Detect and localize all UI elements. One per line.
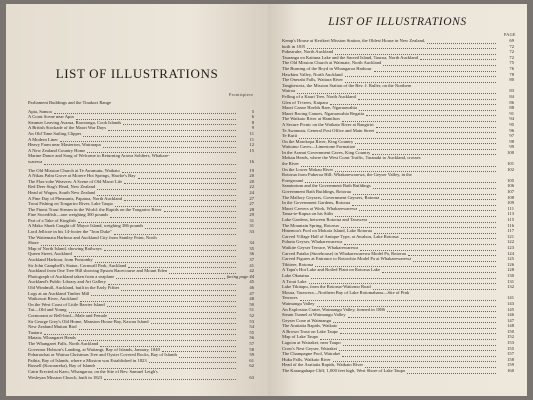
illustration-title: Carved Pataka (Storehouse) in Whakarewarewa Model Pa, Rotorua xyxy=(282,250,406,256)
dot-leader xyxy=(413,258,496,262)
page-number: 29 xyxy=(249,212,254,218)
page-number: 116 xyxy=(507,222,514,228)
dot-leader xyxy=(357,146,496,150)
page-number: 24 xyxy=(249,189,254,195)
illustration-title: Tangiteroria, the Mission Station of the Rev. J. Buller, on the Northern xyxy=(282,82,412,88)
illustration-title: Lord Jellicoe in his 14-footer the "Iron Duke" xyxy=(28,229,112,235)
illustration-title: Trout Fishing on Tongariro River, Lake Taupo xyxy=(28,201,113,207)
illustration-title: Waitomo Caves—Limestone Formation xyxy=(282,144,356,150)
illustration-title: The Flax-robe Weavers: A Scene of Old Maori Life xyxy=(28,178,123,184)
page-number: 111 xyxy=(507,205,514,211)
list-item xyxy=(28,100,254,106)
illustration-title: Crow's Nest Geyser, Wairakei xyxy=(282,345,338,351)
page-number: 54 xyxy=(249,324,254,330)
illustration-title: A Coast Scene near Apia xyxy=(28,114,74,120)
illustration-title: Red Deer Stag's Head, New Zealand xyxy=(28,184,96,190)
dot-leader xyxy=(122,169,236,173)
dot-leader xyxy=(123,121,236,125)
illustration-title: In the Aranui Government Caves, King Country xyxy=(282,149,371,155)
page-number: 131 xyxy=(507,278,514,284)
dot-leader xyxy=(97,186,236,190)
illustration-title: Fine Swordfish—one weighing 300 pounds xyxy=(28,212,109,218)
column-header: PAGE xyxy=(504,32,516,37)
page-number: 51 xyxy=(249,307,254,313)
illustration-title: New Zealand Mutton Bird xyxy=(28,324,77,330)
page-number: 132 xyxy=(507,284,514,290)
illustration-title: Pukearuhe, North Auckland xyxy=(282,49,334,55)
illustration-title: Te Kuiti xyxy=(282,133,298,139)
list-item xyxy=(28,131,254,137)
illustration-title: Tui—Old and Young xyxy=(28,307,67,313)
illustration-title: Government Bath Buildings, Rotorua xyxy=(282,189,351,195)
illustration-title: The Waikato River at Hamilton xyxy=(282,116,340,122)
page-number: 56 xyxy=(249,335,254,341)
dot-leader xyxy=(149,359,236,363)
page-number: 145 xyxy=(507,306,514,312)
illustration-title: Map of Lake Taupo xyxy=(282,334,319,340)
illustration-title: Governor Hobson's Landing, at Waitangi, Bay of Islands, January, 1840 xyxy=(28,346,160,352)
dot-leader xyxy=(164,208,236,212)
page-number: 99 xyxy=(509,144,514,150)
illustration-title: Lake Tikitapu, from the Rotorua-Waitomo Road xyxy=(282,284,371,290)
illustration-title: The Karangahape Cliff, 1,000 feet high, West Shore of Lake Taupo xyxy=(282,368,406,374)
page-number: 33 xyxy=(249,229,254,235)
dot-leader xyxy=(427,40,496,44)
illustration-title: Logs at an Auckland Timber Mill xyxy=(28,290,90,296)
illustration-title: A Nikau Palm Grove at Morere Hot Springs, Hawke's Bay xyxy=(28,173,136,179)
page-number: 152 xyxy=(507,334,514,340)
page-number: 97 xyxy=(509,133,514,139)
dot-leader xyxy=(366,112,496,116)
page-number: 52 xyxy=(249,312,254,318)
dot-leader xyxy=(369,219,496,223)
dot-leader xyxy=(83,133,236,137)
illustration-title: Part of a Take of Kingfish xyxy=(28,217,76,223)
column-header: Frontispiece xyxy=(229,92,254,97)
page-number: 45 xyxy=(249,279,254,285)
illustration-title: A Secure Picnic on the Waikato River at Rangiriri xyxy=(282,121,374,127)
illustration-title: On the Marokopa River, King Country xyxy=(282,138,354,144)
illustration-title: Auckland from One Tree Hill showing Epsom Racecourse and Mount Eden xyxy=(28,268,168,274)
page-number: 19 xyxy=(249,167,254,173)
illustration-title: A Modern Liner xyxy=(28,136,58,142)
page-number: 15 xyxy=(249,147,254,153)
page-number: 59 xyxy=(249,352,254,358)
illustration-title: Carved Village Hall of Antique Type, at Awahou, Lake Rotorua xyxy=(282,233,399,239)
dot-leader xyxy=(359,207,496,211)
page-number: 157 xyxy=(507,351,514,357)
page-number: 88 xyxy=(509,105,514,111)
page-number: 58 xyxy=(249,346,254,352)
illustration-title: Poharawhai or Wairua Christmas Tree and Oyster Covered Rocks, Bay of Islands xyxy=(28,352,178,358)
dot-leader xyxy=(408,252,496,256)
page-number: 107 xyxy=(507,189,514,195)
dot-leader xyxy=(382,269,496,273)
dot-leader xyxy=(79,326,236,330)
illustration-title: A Trout Lake xyxy=(282,278,307,284)
illustration-title: Matata, Whangarei Heads xyxy=(28,335,76,341)
page-number: 27 xyxy=(249,195,254,201)
page-number: 101 xyxy=(507,161,514,167)
dot-leader xyxy=(124,197,236,201)
page-number: 100 xyxy=(507,149,514,155)
illustration-title: Hinemoa's Pool on Mokoia Island, Lake Rotorua xyxy=(282,228,373,234)
list-item xyxy=(282,273,514,279)
page-number: 5 xyxy=(251,108,254,114)
page-number: 102 xyxy=(507,166,514,172)
illustration-title: Geyser Cone at Waimangu xyxy=(282,317,332,323)
page-number: 69 xyxy=(509,38,514,43)
page-number: 91 xyxy=(509,110,514,116)
illustration-title: Tama-te-Kapua on his Stilts xyxy=(282,211,334,217)
page-number: 42 xyxy=(249,268,254,274)
illustration-title: Auckland's Public Library and Art Gallery xyxy=(28,279,107,285)
illustration-title: Pohutu Geyser, Whakarewarewa xyxy=(282,239,343,245)
page-number: 146 xyxy=(507,312,514,318)
illustration-title: Lake Gardens, between Rotorua and Tarawera xyxy=(282,217,368,222)
illustration-title: Huka Falls, Waikato River xyxy=(282,356,331,362)
page-number: 113 xyxy=(507,211,514,217)
dot-leader xyxy=(333,319,496,323)
illustration-title: Sanatorium and the Government Bath Buildings xyxy=(282,183,371,189)
illustration-title: Rotorua from Pukeroa Hill: Whakarewarewa, the Geyser Valley, in the xyxy=(282,172,412,178)
page-number: facing page 44 xyxy=(226,273,254,279)
illustration-title: Maori Canoe Hoelds Rare, Ngaruawahia xyxy=(282,105,357,111)
dot-leader xyxy=(355,140,496,144)
dot-leader xyxy=(104,376,236,380)
illustration-title: The Waitemata Harbour and Auckland City from Stanley Point, North xyxy=(28,234,157,240)
illustration-title: Steam Tunnel at Waimangu Valley xyxy=(282,312,346,318)
page-number: 96 xyxy=(509,127,514,133)
dot-leader xyxy=(138,175,237,179)
illustration-title: Waimangu Valley xyxy=(282,300,315,306)
dot-leader xyxy=(407,370,496,374)
dot-leader xyxy=(307,45,496,49)
page-number: 16 xyxy=(249,158,254,164)
page-number: 78 xyxy=(509,71,514,77)
dot-leader xyxy=(104,247,236,251)
dot-leader xyxy=(339,325,496,329)
illustration-title: Marine Dance and Song of Welcome to Returning Arawa Soldiers, Whakare- xyxy=(28,153,170,159)
list-item xyxy=(28,375,254,381)
dot-leader xyxy=(110,214,236,218)
dot-leader xyxy=(374,68,496,72)
illustration-title: warewa xyxy=(28,158,43,164)
illustration-title: Head of the Aratiatia Rapids, Waikato River xyxy=(282,362,364,368)
illustration-list xyxy=(28,100,254,380)
illustration-title: Glen of Ti-trees, Kaipara xyxy=(282,99,328,105)
illustration-title: A Brown Trout on Lake Taupo xyxy=(282,328,339,334)
dot-leader xyxy=(107,303,236,307)
list-item xyxy=(28,159,254,165)
page-number: 46 xyxy=(249,285,254,290)
illustration-title: An Old Time Sailing Clipper xyxy=(28,130,82,136)
page-number: 34 xyxy=(249,240,254,246)
page-title: LIST OF ILLUSTRATIONS xyxy=(328,16,467,28)
illustration-title: Tuatara xyxy=(28,329,42,335)
illustration-title: Queen Street, Auckland xyxy=(28,251,72,257)
illustration-title: The Old Mission Church at Waimate, North Auckland xyxy=(282,60,382,66)
dot-leader xyxy=(121,287,236,291)
illustration-title: Moura, Tarawera—Northern Bay of Lake Rotomahana—Site of Pink xyxy=(282,289,410,295)
illustration-title: Parliament Buildings and the Tinakori Range xyxy=(28,100,112,105)
dot-leader xyxy=(339,347,496,351)
illustration-title: Carved Figures at Entrance to Rotowhio Model Pa at Whakarewarewa xyxy=(282,256,412,262)
illustration-title: The Mallory Geysers, Government Geysers, Rotorua xyxy=(282,194,380,200)
dot-leader xyxy=(300,297,497,301)
illustration-title: The Aratiatia Rapids, Waikato xyxy=(282,323,338,329)
page-number: 122 xyxy=(507,239,514,245)
page-number: 126 xyxy=(507,261,514,267)
illustration-title: Lake Okataina xyxy=(282,272,309,278)
list-item xyxy=(282,38,514,44)
page-number: 150 xyxy=(507,328,514,334)
page-number: 158 xyxy=(507,356,514,362)
dot-leader xyxy=(358,96,496,100)
page-number: 123 xyxy=(507,244,514,250)
page-number: 143 xyxy=(507,300,514,306)
dot-leader xyxy=(352,202,496,206)
book-spread xyxy=(6,4,527,396)
page-number: 76 xyxy=(509,65,514,71)
illustration-title: Heavy Farm near Masterton, Wairarapa xyxy=(28,142,101,148)
page-number: 6 xyxy=(251,114,254,120)
illustration-title: The Old Mission Church at Te Awamutu, Waikato xyxy=(28,167,120,173)
illustration-title: A British Stockade of the Maori War Days xyxy=(28,125,107,131)
illustration-title: Terraces xyxy=(282,295,298,301)
illustration-title: A Fine Day of Pheasants, Papatoa, North Auckland xyxy=(28,195,123,201)
list-item xyxy=(28,324,254,330)
page-number: 83 xyxy=(509,88,514,94)
page-number: 160 xyxy=(507,368,514,374)
dot-leader xyxy=(383,62,496,66)
page-number: 125 xyxy=(507,256,514,262)
illustration-title: Steamer Leaving Avarua, Rarotonga, Cook Islands xyxy=(28,119,122,125)
dot-leader xyxy=(320,336,496,340)
page-number: 55 xyxy=(249,329,254,335)
illustration-title: Cormorant or Bell-bird—Male and Female xyxy=(28,312,108,318)
page-number: 20 xyxy=(249,173,254,179)
page-number: 28 xyxy=(249,206,254,212)
dot-leader xyxy=(376,129,496,133)
illustration-title: Russell (Kororareka), Bay of Islands xyxy=(28,363,96,369)
illustration-title: An Explosion Crater, Waimangu Valley, formed in 1886 xyxy=(282,306,385,312)
illustration-title: The Champagne Pool, Wairakei xyxy=(282,351,341,357)
page-number: 72 xyxy=(509,49,514,55)
page-number: 95 xyxy=(509,121,514,127)
illustration-title: A Tapu's Hot Lake and Boiled Plant on Rotorua Lake xyxy=(282,267,381,273)
page-number: 141 xyxy=(507,295,514,301)
list-item xyxy=(282,256,514,262)
list-item xyxy=(282,368,514,374)
page-number: 61 xyxy=(249,357,254,363)
page-number: 124 xyxy=(507,250,514,256)
illustration-title: Wesleyan Mission Church, built in 1823 xyxy=(28,374,103,380)
page-number: 20 xyxy=(249,178,254,184)
dot-leader xyxy=(116,275,224,279)
page-number: 109 xyxy=(507,200,514,206)
dot-leader xyxy=(376,124,496,128)
page-number: 8 xyxy=(251,119,254,125)
dot-leader xyxy=(44,161,236,165)
illustration-title: Felling of a Kauri Tree, North Auckland xyxy=(282,93,356,99)
illustration-title: Sir John Campbell's Statue, Cornwall Park, Auckland xyxy=(28,262,127,268)
dot-leader xyxy=(387,308,496,312)
list-item xyxy=(282,128,514,134)
illustration-title: The Mountain Spring, Rotorua xyxy=(282,222,339,228)
page-number: 115 xyxy=(507,217,514,222)
page-number: 36 xyxy=(249,251,254,257)
illustration-title: Auckland Harbour, from Ponsonby xyxy=(28,257,93,263)
page-number: 48 xyxy=(249,296,254,302)
illustration-title: Apia, Samoa xyxy=(28,108,52,114)
page-number: 31 xyxy=(249,223,254,229)
dot-leader xyxy=(108,281,236,285)
dot-leader xyxy=(340,330,496,334)
list-item xyxy=(282,295,514,301)
page-number: 128 xyxy=(507,267,514,273)
dot-leader xyxy=(345,73,496,77)
dot-leader xyxy=(74,253,236,257)
page-number: 22 xyxy=(249,184,254,190)
illustration-title: Wairoa xyxy=(282,88,296,94)
dot-leader xyxy=(348,314,496,318)
page-number: 75 xyxy=(509,60,514,66)
page-number: 86 xyxy=(509,99,514,105)
page-number: 105 xyxy=(507,177,514,183)
page-number: 12 xyxy=(249,142,254,148)
page-number: 35 xyxy=(249,245,254,251)
illustration-title: On the Lower Mokau River xyxy=(282,166,334,172)
dot-leader xyxy=(78,337,236,341)
illustration-title: Waikite Geyser Terrace, Whakarewarewa xyxy=(282,244,359,250)
page-number: 98 xyxy=(509,138,514,144)
page-number: 72 xyxy=(509,54,514,60)
illustration-title: Te Awamutu, General Post Office and Main Street xyxy=(282,127,375,133)
dot-leader xyxy=(342,353,496,357)
illustration-title: The Finest Trout Stream in the World: the Rapids on the Tongariro River xyxy=(28,206,162,212)
page-number: 121 xyxy=(507,233,514,239)
page-number: 159 xyxy=(507,362,514,368)
illustration-title: Cairn Erected at Kaeo, Whangaroa, on the Site of Rev. Samuel Leigh's xyxy=(28,368,158,374)
illustration-title: Tikitere, Rotorua xyxy=(282,261,314,267)
page-number: 9 xyxy=(251,125,254,131)
illustration-title: Shore xyxy=(28,240,39,246)
dot-leader xyxy=(145,225,236,229)
dot-leader xyxy=(420,56,496,60)
illustration-title: In the Government Gardens, Rotorua xyxy=(282,200,351,206)
page-number: 108 xyxy=(507,194,514,200)
page-number: 50 xyxy=(249,301,254,307)
page-number: 11 xyxy=(249,136,254,142)
illustration-title: Photograph of Auckland taken from a seaplane xyxy=(28,273,115,279)
illustration-title: Waikowai River, Auckland xyxy=(28,296,78,302)
illustration-title: Old Windmill, Auckland, built in the Early Fifties xyxy=(28,285,120,290)
illustration-title: The Burning of the Boyd in Whangaroa Harbour xyxy=(282,65,372,71)
dot-leader xyxy=(311,275,496,279)
illustration-title: Foreground xyxy=(282,177,304,183)
page-number: 80 xyxy=(509,77,514,83)
dot-leader xyxy=(343,342,496,346)
illustration-list xyxy=(282,38,514,374)
dot-leader xyxy=(124,180,236,184)
dot-leader xyxy=(91,292,236,296)
page-number: 41 xyxy=(249,262,254,268)
illustration-title: A Mako Shark Caught off Mayor Island, weighing 386 pounds xyxy=(28,223,144,229)
page-number: 27 xyxy=(249,201,254,207)
page-number: 117 xyxy=(507,228,514,234)
dot-leader xyxy=(359,107,496,111)
illustration-title: the River xyxy=(282,161,299,167)
page-number: 148 xyxy=(507,323,514,329)
illustration-title: Kemp's House at Kerikeri Mission Station, the Oldest House in New Zealand, xyxy=(282,38,426,43)
dot-leader xyxy=(344,241,496,245)
page-number: 84 xyxy=(509,93,514,99)
page-number: 130 xyxy=(507,272,514,278)
page-number: 147 xyxy=(507,317,514,323)
page-number: 155 xyxy=(507,345,514,351)
illustration-title: The Whangarei Falls, North Auckland xyxy=(28,340,99,346)
illustration-title: Head of Wagon, South New Zealand xyxy=(28,189,96,195)
illustration-title: Tauranga on Kaituna Lake and the Sacred Island, Tauroa, North Auckland xyxy=(282,54,419,60)
page-number: 57 xyxy=(249,340,254,346)
illustration-title: Sir George Grey's Old Home, Mansion House Bay, Kawau Island xyxy=(28,318,149,324)
right-page xyxy=(268,4,527,396)
page-number: 53 xyxy=(249,318,254,324)
page-number: 62 xyxy=(249,363,254,369)
dot-leader xyxy=(103,144,236,148)
dot-leader xyxy=(108,127,236,131)
illustration-title: Paihia, Bay of Islands, where a Mission was Established in 1823 xyxy=(28,357,147,363)
list-item xyxy=(282,267,514,273)
dot-leader xyxy=(381,196,496,200)
page-number: 31 xyxy=(249,217,254,223)
illustration-title: built in 1819 xyxy=(282,43,306,49)
illustration-title: Map of North Island, showing Railways xyxy=(28,245,102,251)
page-number: 94 xyxy=(509,116,514,122)
page-number: 72 xyxy=(509,43,514,49)
illustration-title: Maori Carvers at Work, Whakarewarewa xyxy=(282,205,358,211)
illustration-title: Lagoon at Wairakei, near Taupo xyxy=(282,340,341,346)
illustration-title: On the West Coast of Little Barrier Island xyxy=(28,301,105,307)
dot-leader xyxy=(373,185,496,189)
page-number: 106 xyxy=(507,183,514,189)
dot-leader xyxy=(179,354,236,358)
page-number: 37 xyxy=(249,257,254,263)
page-number: 153 xyxy=(507,340,514,346)
page-title: LIST OF ILLUSTRATIONS xyxy=(55,66,219,81)
page-number: 47 xyxy=(249,290,254,296)
illustration-title: Maori Racing Canoes, Ngaruawahia Regatta xyxy=(282,110,365,116)
dot-leader xyxy=(54,110,236,114)
dot-leader xyxy=(401,235,496,239)
page-number: 63 xyxy=(249,374,254,380)
illustration-title: The Onerahi Falls, Waitara River xyxy=(282,77,343,83)
page-number: 11 xyxy=(249,130,254,136)
dot-leader xyxy=(151,320,237,324)
illustration-title: A New Zealand Country Home xyxy=(28,147,86,153)
illustration-title: Mokau Heads, where the West Coast Traffic, Taranaki to Auckland, crosses xyxy=(282,155,421,161)
illustration-title: Hawkins Valley, North Auckland xyxy=(282,71,343,77)
left-page xyxy=(6,4,268,396)
